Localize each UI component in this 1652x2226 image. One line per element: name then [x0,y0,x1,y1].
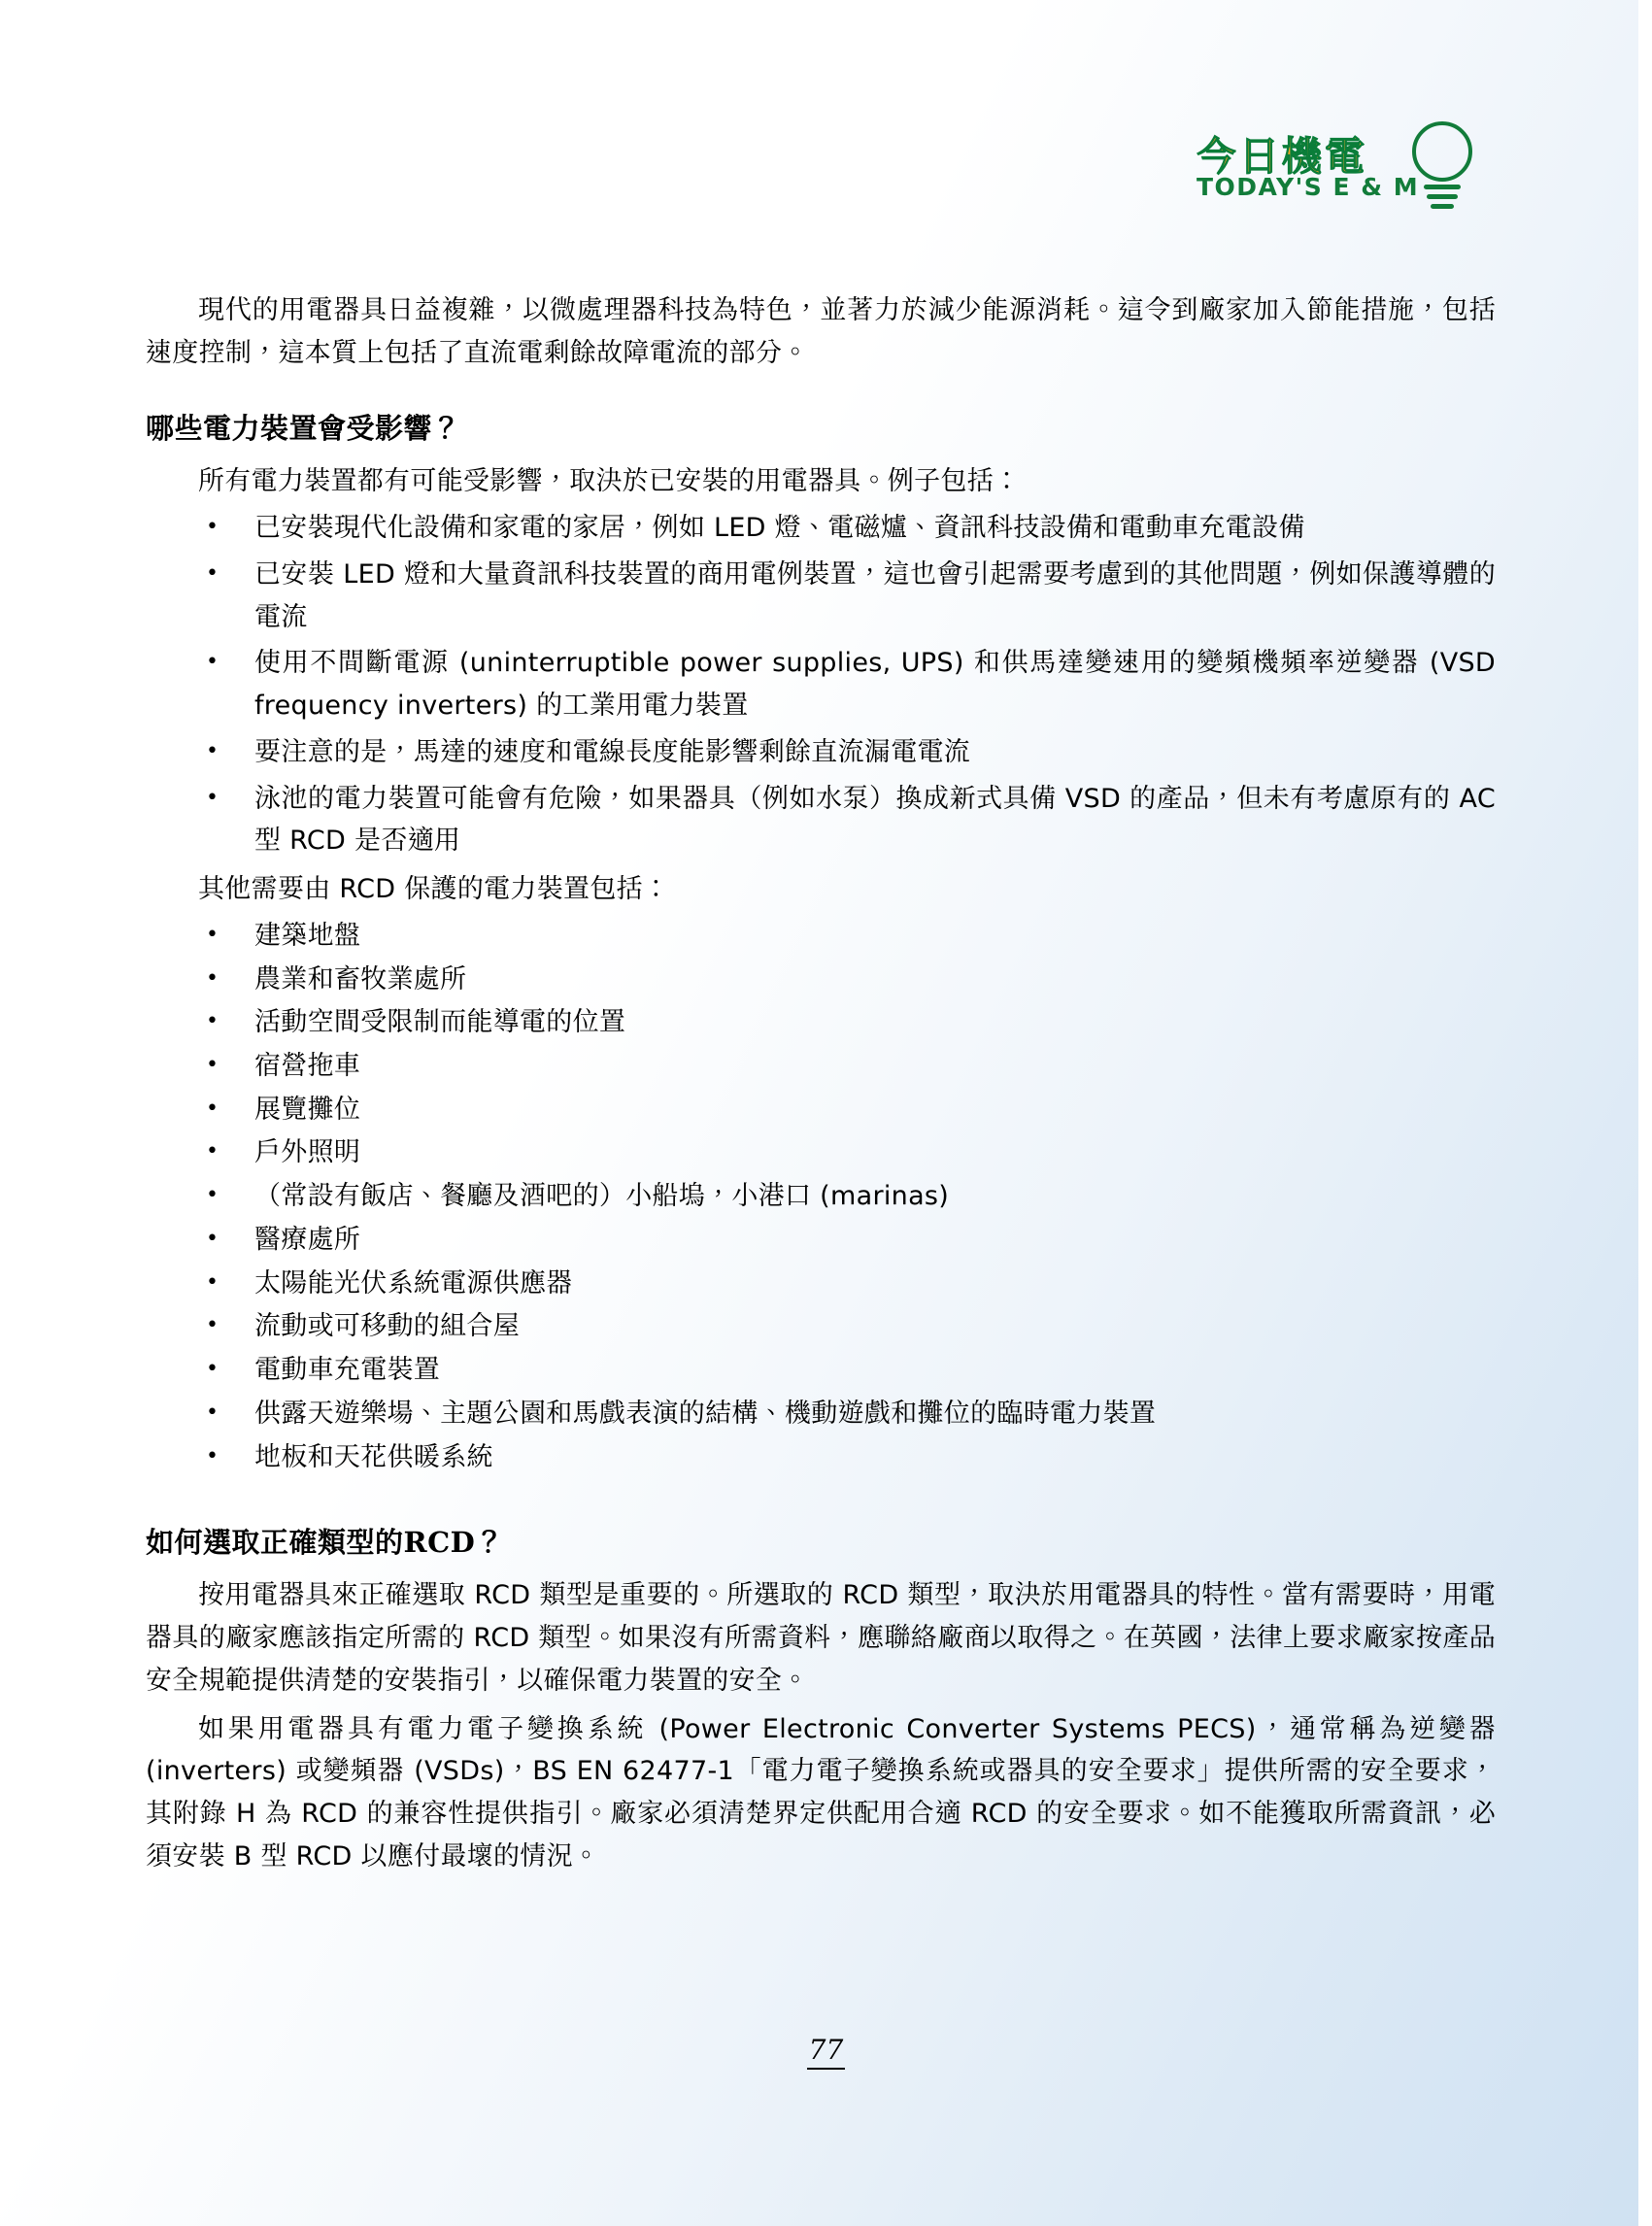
list-item: • 活動空間受限制而能導電的位置 [146,1001,1496,1044]
logo-chinese-title: 今日機電 [1197,133,1367,180]
intro-paragraph: 現代的用電器具日益複雜，以微處理器科技為特色，並著力於減少能源消耗。這令到廠家加入節能措施，包括速度控制，這本質上包括了直流電剩餘故障電流的部分。 [146,295,1496,368]
list-item: • 建築地盤 [146,915,1496,958]
list-item: • 農業和畜牧業處所 [146,959,1496,1001]
list-item: • 流動或可移動的組合屋 [146,1305,1496,1348]
section-heading-choose-rcd-type: 如何選取正確類型的RCD？ [146,1526,504,1560]
page-number [0,2034,1652,2066]
logo-english-title: TODAY'S E & M [1197,173,1420,201]
page-number-value: 77 [807,2034,846,2070]
page-content [146,117,1496,1884]
list-item: • 展覽攤位 [146,1089,1496,1131]
section2-paragraph-1: 按用電器具來正確選取 RCD 類型是重要的。所選取的 RCD 類型，取決於用電器具的特性。當有需要時，用電器具的廠家應該指定所需的 RCD 類型。如果沒有所需資料，應聯絡廠商以取得之。在英國，法律上要求廠家按產品安全規範提供清楚的安裝指引，以確保電力裝置的安全。 [146,1580,1496,1696]
section1-bullet-list [146,507,1496,862]
list-item: • 宿營拖車 [146,1045,1496,1088]
todays-em-logo [1197,117,1488,223]
section1-lead-text: 所有電力裝置都有可能受影響，取決於已安裝的用電器具。例子包括： [198,466,1021,497]
section1-lead-text-2: 其他需要由 RCD 保護的電力裝置包括： [198,874,670,905]
list-item: • 地板和天花供暖系統 [146,1436,1496,1479]
list-item: • 戶外照明 [146,1131,1496,1174]
section2-paragraph-2: 如果用電器具有電力電子變換系統 (Power Electronic Converter Systems PECS)，通常稱為逆變器 (inverters) 或變頻器 (VSDs)，BS EN 62477-1「電力電子變換系統或器具的安全要求」提供所需的安全要求，其附錄 H 為 RCD 的兼容性提供指引。廠家必須清楚界定供配用合適 RCD 的安全要求。如不能獲取所需資訊，必須安裝 B 型 RCD 以應付最壞的情況。 [146,1713,1496,1872]
list-item: • 要注意的是，馬達的速度和電線長度能影響剩餘直流漏電電流 [146,731,1496,774]
section-heading-affected-installations: 哪些電力裝置會受影響？ [146,412,461,446]
list-item: • 泳池的電力裝置可能會有危險，如果器具（例如水泵）換成新式具備 VSD 的產品，但未有考慮原有的 AC 型 RCD 是否適用 [146,778,1496,862]
list-item: • 電動車充電裝置 [146,1349,1496,1392]
page-right-margin [1638,0,1652,2226]
list-item: • （常設有飯店、餐廳及酒吧的）小船塢，小港口 (marinas) [146,1175,1496,1218]
lightbulb-icon [1400,118,1484,216]
list-item: • 供露天遊樂場、主題公園和馬戲表演的結構、機動遊戲和攤位的臨時電力裝置 [146,1393,1496,1435]
list-item: • 已安裝現代化設備和家電的家居，例如 LED 燈、電磁爐、資訊科技設備和電動車充電設備 [146,507,1496,550]
list-item: • 使用不間斷電源 (uninterruptible power supplies, UPS) 和供馬達變速用的變頻機頻率逆變器 (VSD frequency inverters) 的工業用電力裝置 [146,642,1496,726]
list-item: • 已安裝 LED 燈和大量資訊科技裝置的商用電例裝置，這也會引起需要考慮到的其他問題，例如保護導體的電流 [146,554,1496,638]
list-item: • 太陽能光伏系統電源供應器 [146,1263,1496,1305]
list-item: • 醫療處所 [146,1219,1496,1262]
section1-bullet-list-2 [146,915,1496,1479]
